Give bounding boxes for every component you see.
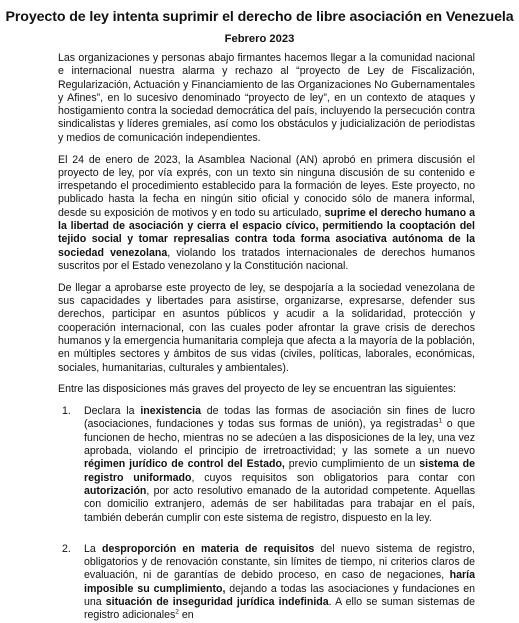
paragraph-intro: Las organizaciones y personas abajo firmantes hacemos llegar a la comunidad nacional e internacional nuestra alarma y rechazo al “proyecto de Ley de Fiscalización, Regularización, Actuación y Financiamiento de las Organizaciones No Gubernamentales y Afines”, en lo sucesivo denominado “proyecto de ley”, en un contexto de ataques y hostigamiento contra la sociedad democrática del país, incluyendo la persecución contra sindicalistas y líderes gremiales, así como los obstáculos y judicialización de periodistas y medios de comunicación independientes.	[58, 52, 475, 144]
list-item	[58, 405, 475, 525]
list-item-number: 2.	[62, 542, 71, 555]
list-item-text: , por acto resolutivo emanado de la autoridad competente. Aquellas con domicilio extranjero, además de ser habilitadas para trabajar en el país, también deberán cumplir con este sistema de registro, dispuesto en la ley.	[84, 484, 475, 524]
list-item-text: previo cumplimiento de un	[284, 458, 420, 471]
list-item-text: La	[84, 542, 103, 555]
list-item-bold: inexistencia	[140, 405, 201, 418]
footnote-ref-1[interactable]: 1	[438, 417, 443, 425]
paragraph-list-intro: Entre las disposiciones más graves del proyecto de ley se encuentran las siguientes:	[58, 383, 457, 396]
list-item-text: Declara la	[84, 405, 141, 418]
document-title: Proyecto de ley intenta suprimir el derecho de libre asociación en Venezuela	[5, 9, 514, 25]
list-item-bold: haría imposible su cumplimiento,	[84, 569, 475, 595]
list-item-text: de todas las formas de asociación sin fines de lucro (asociaciones, fundaciones y todas sus formas de unión), ya registradas	[84, 405, 475, 431]
list-item-text: . A ello se suman sistemas de registro adicionales	[84, 595, 475, 622]
list-item-number: 1.	[62, 405, 71, 418]
list-item-text: , cuyos requisitos son obligatorios para contar con	[191, 471, 475, 484]
footnote-ref-2[interactable]: 2	[175, 608, 179, 616]
document-date: Febrero 2023	[224, 33, 295, 45]
list-item	[58, 543, 475, 623]
list-item-text: del nuevo sistema de registro, obligatorios y de renovación constante, sin límites de tiempo, ni criterios claros de evaluación, ni de garantías de debido proceso, en caso de negaciones,	[84, 542, 475, 582]
paragraph-approval-bold: suprime el derecho humano a la libertad de asociación y cierra el espacio cívico, permitiendo la cooptación del tejido social y tomar represalias contra toda forma asociativa autónoma de la sociedad venezolana	[58, 206, 475, 259]
paragraph-approval-text-2: , violando los tratados internacionales de derechos humanos suscritos por el Estado venezolano y la Constitución nacional.	[58, 246, 475, 272]
document-body	[58, 52, 475, 623]
list-item-bold: régimen jurídico de control del Estado,	[84, 458, 285, 471]
provisions-list	[58, 405, 475, 622]
list-item-text: dejando a todas las asociaciones y fundaciones en una	[84, 582, 475, 608]
list-item-text: o que funcionen de hecho, mientras no se adecúen a las disposiciones de la ley, una vez aprobada, violando el principio de irretroactividad; y las somete a un nuevo	[84, 418, 475, 458]
paragraph-consequences: De llegar a aprobarse este proyecto de ley, se despojaría a la sociedad venezolana de sus capacidades y libertades para asistirse, organizarse, expresarse, defender sus derechos, participar en asuntos públicos y acudir a la solidaridad, protección y cooperación internacional, con las cuales poder afrontar la grave crisis de derechos humanos y la emergencia humanitaria compleja que afecta a la mayoría de la población, en múltiples sectores y ámbitos de sus vidas (civiles, políticas, laborales, económicas, sociales, humanitarias, culturales y ambientales).	[58, 281, 475, 374]
paragraph-approval	[58, 154, 475, 274]
list-item-bold: autorización	[84, 484, 147, 497]
list-item-bold: sistema de registro uniformado	[84, 458, 476, 484]
list-item-text: en	[178, 609, 194, 622]
paragraph-approval-text-1: El 24 de enero de 2023, la Asamblea Nacional (AN) aprobó en primera discusión el proyecto de ley, por vía exprés, con un texto sin ninguna discusión de su contenido e irrespetando el procedimiento establecido para la formación de leyes. Este proyecto, no publicado hasta la fecha en ningún sitio oficial y conocido sólo de manera informal, desde su exposición de motivos y en todo su articulado,	[58, 153, 475, 219]
list-item-bold: situación de inseguridad jurídica indefinida	[105, 595, 329, 608]
list-item-bold: desproporción en materia de requisitos	[102, 542, 315, 555]
